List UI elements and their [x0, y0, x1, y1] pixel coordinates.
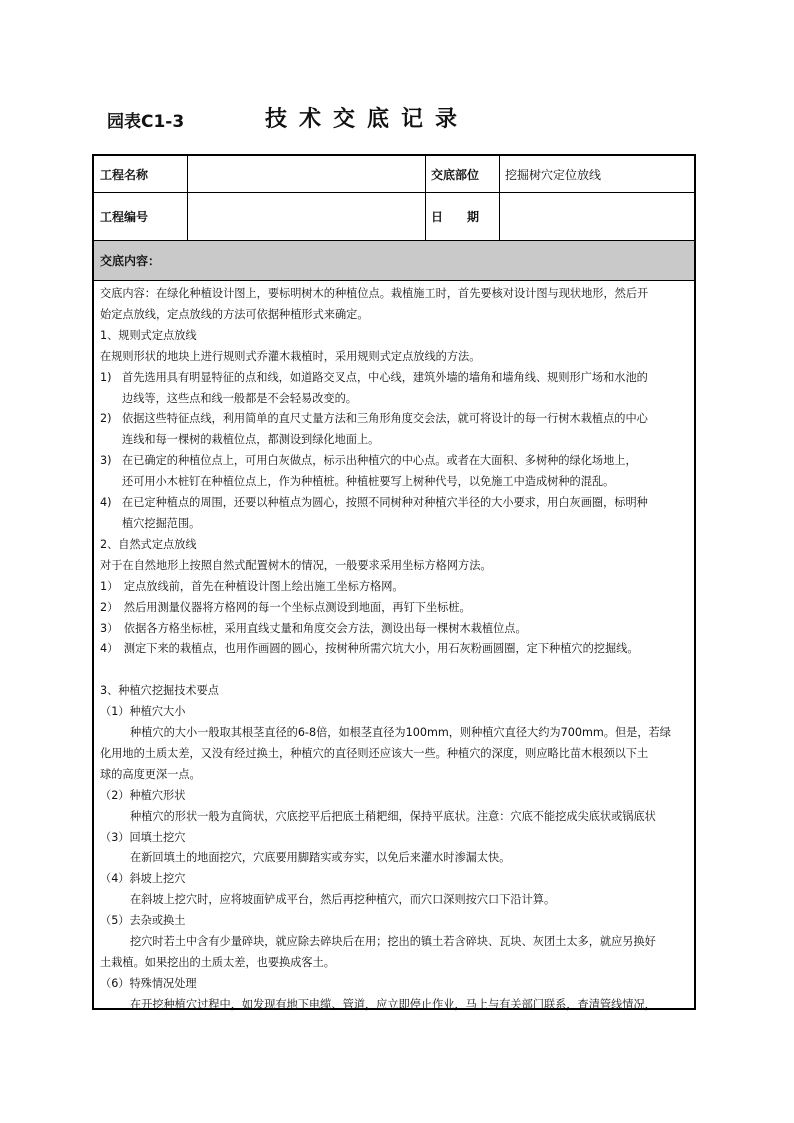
paragraph-line: 种植穴的大小一般取其根茎直径的6-8倍，如根茎直径为100mm，则种植穴直径大约为700mm。但是，若绿	[130, 726, 671, 740]
list-item-continued: 还可用小木桩钉在种植位点上，作为种植桩。种植桩要写上树种代号，以免施工中造成树种的混乱。	[122, 475, 615, 489]
row-divider	[94, 280, 694, 281]
spacer	[100, 660, 692, 681]
list-item: 4） 测定下来的栽植点，也用作画圆的圆心，按树种所需穴坑大小，用石灰粉画圆圈，定下种植穴的挖掘线。	[100, 642, 639, 656]
project-name-value[interactable]	[194, 156, 422, 192]
subsection-title: （6）特殊情况处理	[100, 976, 197, 990]
content-label-background	[94, 241, 694, 280]
section-heading: 3、种植穴挖掘技术要点	[100, 684, 219, 698]
list-item-continued: 边线等，这些点和线一般都是不会轻易改变的。	[122, 391, 357, 405]
section-heading: 2、自然式定点放线	[100, 537, 197, 551]
section-description: 对于在自然地形上按照自然式配置树木的情况，一般要求采用坐标方格网方法。	[100, 558, 492, 572]
list-item: 1) 首先选用具有明显特征的点和线，如道路交叉点，中心线，建筑外墙的墙角和墙角线、规则形广场和水池的	[100, 370, 648, 384]
subsection-title: （4）斜坡上挖穴	[100, 872, 186, 886]
row-divider	[94, 240, 694, 241]
paragraph-line: 在新回填土的地面挖穴，穴底要用脚踏实或夯实，以免后来灌水时渗漏太快。	[130, 851, 511, 865]
handover-content	[100, 284, 692, 1016]
list-item: 2） 然后用测量仪器将方格网的每一个坐标点测设到地面，再钉下坐标桩。	[100, 600, 471, 614]
paragraph-line: 在斜坡上挖穴时，应将坡面铲成平台，然后再挖种植穴，而穴口深则按穴口下沿计算。	[130, 893, 556, 907]
project-name-label: 工程名称	[100, 167, 149, 182]
list-item-continued: 植穴挖掘范围。	[122, 516, 201, 530]
document-title: 技术交底记录	[265, 107, 470, 132]
subsection-title: （5）去杂或换土	[100, 914, 186, 928]
paragraph-line: 挖穴时若土中含有少量碎块，就应除去碎块后在用；挖出的镇土若含碎块、瓦块、灰团土太多，就应另换好	[130, 935, 656, 949]
handover-form	[92, 154, 696, 1010]
subsection-title: （1）种植穴大小	[100, 705, 186, 719]
paragraph-line: 化用地的土质太差，又没有经过换土，种植穴的直径则还应该大一些。种植穴的深度，则应略比苗木根颈以下土	[100, 746, 649, 760]
paragraph-line: 在开挖种植穴过程中，如发现有地下电缆、管道，应立即停止作业，马上与有关部门联系，查清管线情况，	[130, 997, 656, 1011]
handover-part-label: 交底部位	[431, 167, 480, 182]
section-description: 在规则形状的地块上进行规则式乔灌木栽植时，采用规则式定点放线的方法。	[100, 349, 481, 363]
list-item-continued: 连线和每一棵树的栽植位点，都测设到绿化地面上。	[122, 433, 380, 447]
intro-line: 交底内容：在绿化种植设计图上，要标明树木的种植位点。栽植施工时，首先要核对设计图与现状地形，然后开	[100, 287, 649, 300]
handover-part-value[interactable]: 挖掘树穴定位放线	[505, 167, 602, 182]
subsection-title: （2）种植穴形状	[100, 788, 186, 802]
content-label: 交底内容：	[100, 254, 161, 268]
subsection-title: （3）回填土挖穴	[100, 830, 186, 844]
column-divider	[187, 156, 188, 240]
project-number-label: 工程编号	[100, 210, 149, 224]
form-code: 园表C1-3	[107, 112, 185, 132]
section-heading: 1、规则式定点放线	[100, 328, 197, 342]
paragraph-line: 土栽植。如果挖出的土质太差，也要换成客土。	[100, 955, 335, 969]
list-item: 1） 定点放线前，首先在种植设计图上绘出施工坐标方格网。	[100, 579, 404, 593]
list-item: 3) 在已确定的种植位点上，可用白灰做点，标示出种植穴的中心点。或者在大面积、多树种的绿化场地上，	[100, 454, 637, 468]
list-item: 3） 依据各方格坐标桩，采用直线丈量和角度交会方法，测设出每一棵树木栽植位点。	[100, 621, 527, 635]
project-number-value[interactable]	[194, 193, 422, 240]
date-label: 日 期	[431, 210, 480, 224]
paragraph-line: 球的高度更深一点。	[100, 767, 201, 781]
list-item: 4) 在已定种植点的周围，还要以种植点为圆心，按照不同树种对种植穴半径的大小要求，用白灰画圈，标明种	[100, 496, 648, 510]
intro-line: 始定点放线，定点放线的方法可依据种植形式来确定。	[100, 307, 369, 321]
column-divider	[499, 156, 500, 240]
list-item: 2) 依据这些特征点线，利用简单的直尺丈量方法和三角形角度交会法，就可将设计的每一行树木栽植点的中心	[100, 412, 648, 426]
column-divider	[425, 156, 426, 240]
paragraph-line: 种植穴的形状一般为直筒状，穴底挖平后把底土稍耙细，保持平底状。注意：穴底不能挖成尖底状或锅底状	[130, 809, 656, 823]
